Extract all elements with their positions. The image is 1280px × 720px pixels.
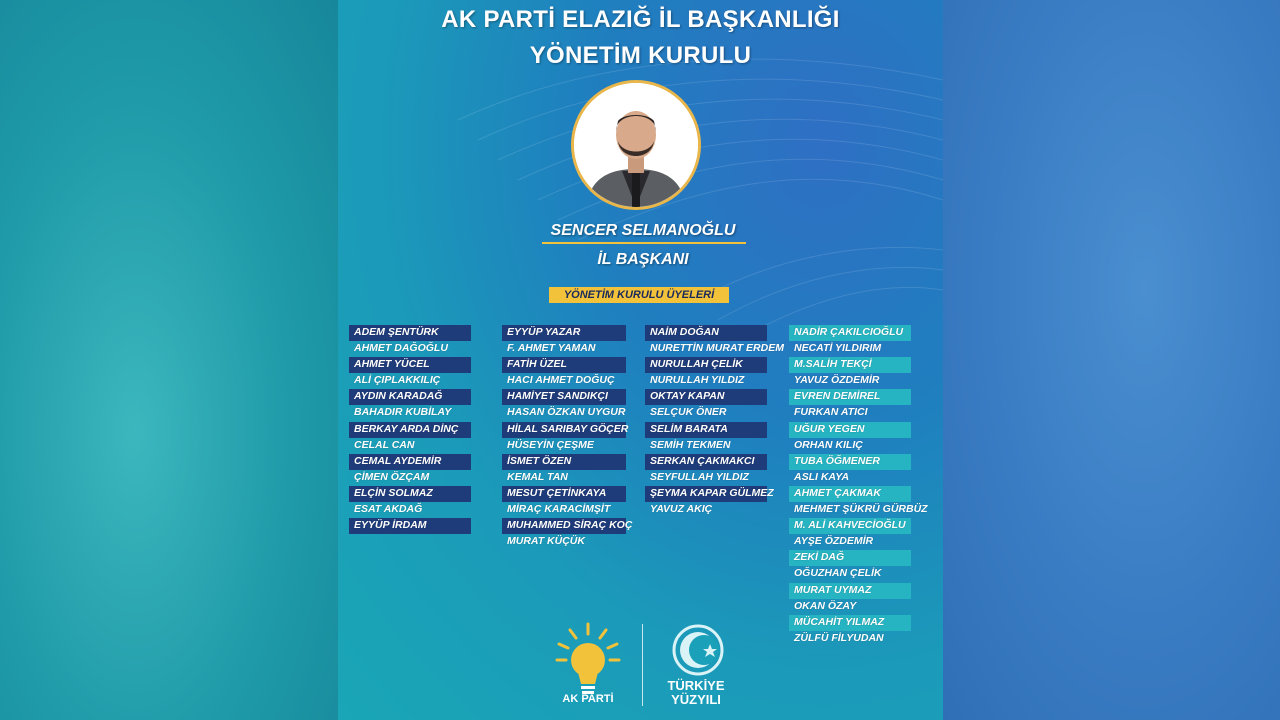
slogan-line-1: TÜRKİYE xyxy=(667,678,725,693)
member-name: EVREN DEMİREL xyxy=(789,389,911,405)
member-name: ALİ ÇIPLAKKILIÇ xyxy=(354,374,441,387)
member-name: NURULLAH ÇELİK xyxy=(645,357,767,373)
member-name: YAVUZ AKIÇ xyxy=(650,503,713,516)
members-column-1 xyxy=(349,325,471,534)
member-name: M.SALİH TEKÇİ xyxy=(789,357,911,373)
member-name: SEMİH TEKMEN xyxy=(650,438,731,451)
member-name: HÜSEYİN ÇEŞME xyxy=(507,438,594,451)
turkiye-yuzyili-emblem-icon xyxy=(674,626,722,674)
party-logo-label: AK PARTİ xyxy=(562,693,614,705)
member-name: CEMAL AYDEMİR xyxy=(349,454,471,470)
member-name: EYYÜP YAZAR xyxy=(502,325,626,341)
member-name: AYDIN KARADAĞ xyxy=(349,389,471,405)
member-name: MESUT ÇETİNKAYA xyxy=(502,486,626,502)
member-name: MÜCAHİT YILMAZ xyxy=(789,615,911,631)
member-name: FATİH ÜZEL xyxy=(502,357,626,373)
member-name: NADİR ÇAKILCIOĞLU xyxy=(789,325,911,341)
member-name: AHMET YÜCEL xyxy=(349,357,471,373)
chair-name: SENCER SELMANOĞLU xyxy=(550,222,736,239)
member-name: AHMET DAĞOĞLU xyxy=(354,342,448,355)
member-name: KEMAL TAN xyxy=(507,470,568,483)
member-name: ORHAN KILIÇ xyxy=(794,438,863,451)
member-name: OĞUZHAN ÇELİK xyxy=(794,567,882,580)
member-name: MURAT KÜÇÜK xyxy=(507,535,585,548)
portrait-illustration xyxy=(574,83,698,207)
member-name: NURETTİN MURAT ERDEM xyxy=(650,342,784,355)
member-name: ESAT AKDAĞ xyxy=(354,503,423,516)
ak-parti-bulb-icon xyxy=(557,624,619,694)
member-name: BERKAY ARDA DİNÇ xyxy=(349,422,471,438)
member-name: M. ALİ KAHVECİOĞLU xyxy=(789,518,911,534)
chair-portrait xyxy=(571,80,701,210)
member-name: F. AHMET YAMAN xyxy=(507,342,596,355)
member-name: HASAN ÖZKAN UYGUR xyxy=(507,406,626,419)
member-name: NAİM DOĞAN xyxy=(645,325,767,341)
name-underline xyxy=(542,242,746,244)
member-name: ÇİMEN ÖZÇAM xyxy=(354,470,430,483)
members-column-4 xyxy=(789,325,928,647)
member-name: ZÜLFÜ FİLYUDAN xyxy=(794,631,884,644)
member-name: HAMİYET SANDIKÇI xyxy=(502,389,626,405)
member-name: OKAN ÖZAY xyxy=(794,599,857,612)
member-name: NECATİ YILDIRIM xyxy=(794,342,882,355)
member-name: AYŞE ÖZDEMİR xyxy=(794,535,874,548)
background-right xyxy=(942,0,1280,720)
member-name: SEYFULLAH YILDIZ xyxy=(650,470,749,483)
member-name: SELİM BARATA xyxy=(645,422,767,438)
member-name: ASLI KAYA xyxy=(794,470,850,483)
member-name: SERKAN ÇAKMAKCI xyxy=(645,454,767,470)
slogan-label xyxy=(656,679,736,707)
page-title: AK PARTİ ELAZIĞ İL BAŞKANLIĞI xyxy=(441,6,840,33)
member-name: AHMET ÇAKMAK xyxy=(789,486,911,502)
member-name: ŞEYMA KAPAR GÜLMEZ xyxy=(645,486,767,502)
member-name: EYYÜP İRDAM xyxy=(349,518,471,534)
member-name: MEHMET ŞÜKRÜ GÜRBÜZ xyxy=(794,503,928,516)
member-name: NURULLAH YILDIZ xyxy=(650,374,745,387)
member-name: HİLAL SARIBAY GÖÇER xyxy=(502,422,626,438)
member-name: SELÇUK ÖNER xyxy=(650,406,727,419)
member-name: YAVUZ ÖZDEMİR xyxy=(794,374,880,387)
member-name: CELAL CAN xyxy=(354,438,415,451)
member-name: UĞUR YEGEN xyxy=(789,422,911,438)
member-name: BAHADIR KUBİLAY xyxy=(354,406,452,419)
member-name: MUHAMMED SİRAÇ KOÇ xyxy=(502,518,626,534)
member-name: TUBA ÖĞMENER xyxy=(789,454,911,470)
member-name: ADEM ŞENTÜRK xyxy=(349,325,471,341)
background-left xyxy=(0,0,338,720)
member-name: OKTAY KAPAN xyxy=(645,389,767,405)
chair-role: İL BAŞKANI xyxy=(597,251,689,268)
member-name: HACI AHMET DOĞUÇ xyxy=(507,374,615,387)
member-name: ZEKİ DAĞ xyxy=(789,550,911,566)
poster xyxy=(338,0,943,720)
slogan-line-2: YÜZYILI xyxy=(671,692,721,707)
page-subtitle: YÖNETİM KURULU xyxy=(529,42,752,69)
member-name: FURKAN ATICI xyxy=(794,406,868,419)
member-name: MURAT UYMAZ xyxy=(789,583,911,599)
member-name: MİRAÇ KARACİMŞİT xyxy=(507,503,611,516)
logo-divider xyxy=(642,624,643,706)
members-label: YÖNETİM KURULU ÜYELERİ xyxy=(549,287,729,303)
members-column-2 xyxy=(502,325,633,550)
member-name: ELÇİN SOLMAZ xyxy=(349,486,471,502)
member-name: İSMET ÖZEN xyxy=(502,454,626,470)
members-column-3 xyxy=(645,325,784,518)
